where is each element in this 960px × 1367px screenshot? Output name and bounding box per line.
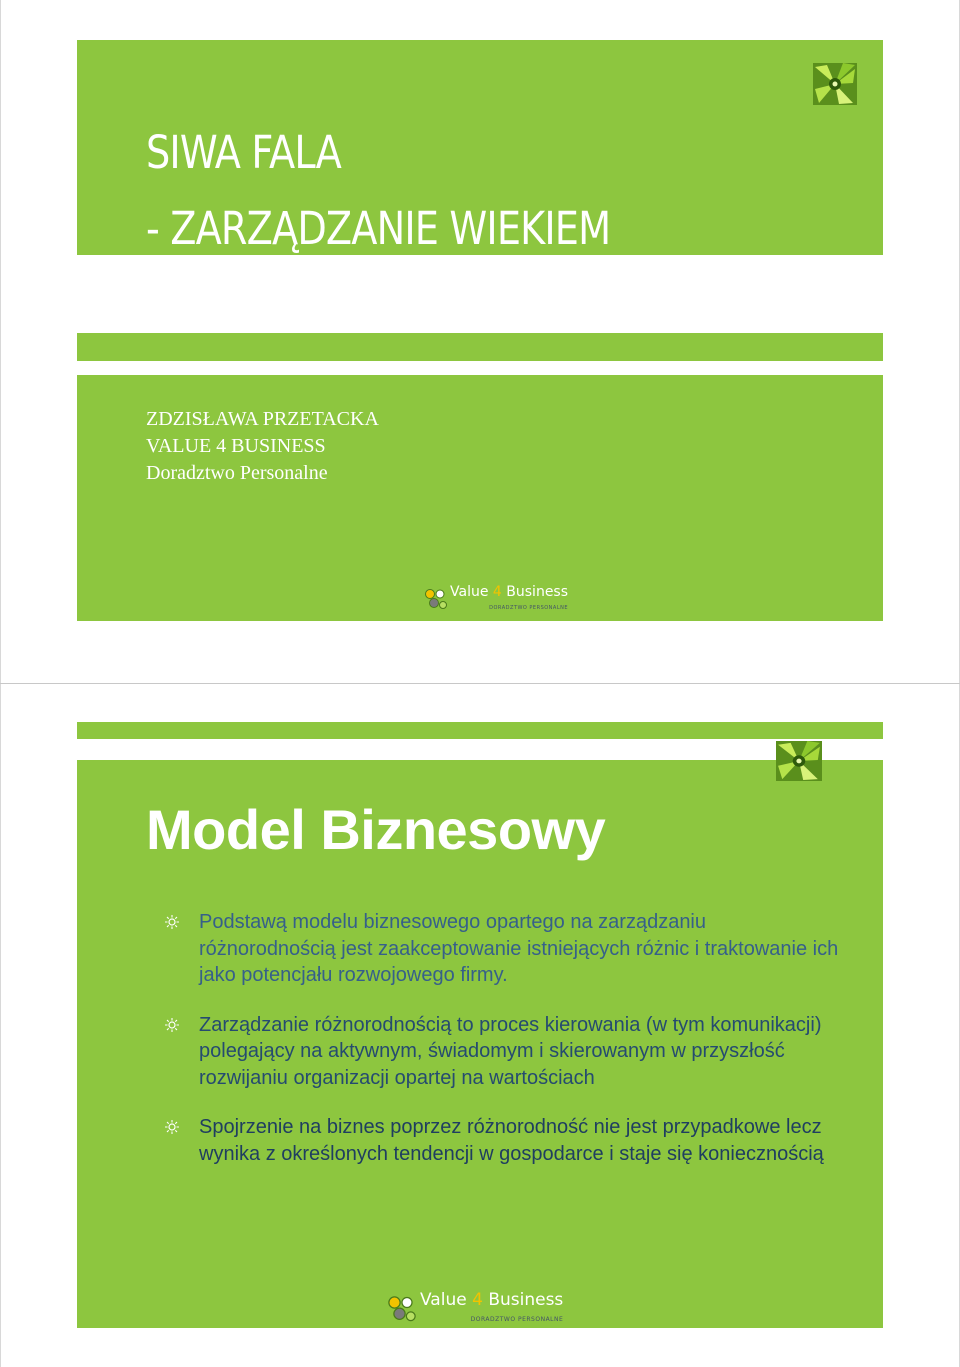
bullet-text: Podstawą modelu biznesowego opartego na zarządzaniu różnorodnością jest zaakceptowanie istniejących różnic i traktowanie ich jako potencjału rozwojowego firmy. — [199, 911, 839, 986]
logo-word-business: Business — [506, 584, 569, 600]
logo-number: 4 — [472, 1290, 483, 1310]
slide-1-logo — [424, 585, 568, 615]
logo-tagline: DORADZTWO PERSONALNE — [489, 605, 569, 611]
sun-bullet-icon — [165, 1120, 179, 1134]
bullet-text: Zarządzanie różnorodnością to proces kierowania (w tym komunikacji) polegający na aktywnym, świadomym i skierowanym w przyszłość rozwijaniu organizacji opartej na wartościach — [199, 1013, 822, 1089]
slide-2-logo — [387, 1292, 563, 1328]
slide-1-title — [146, 126, 611, 255]
bullet-item — [165, 1012, 845, 1092]
slide-1-title-line-2: - ZARZĄDZANIE WIEKIEM — [146, 202, 611, 255]
logo-number: 4 — [492, 584, 502, 600]
author-company: VALUE 4 BUSINESS — [146, 435, 326, 457]
page-divider — [0, 683, 960, 684]
bullet-text: Spojrzenie na biznes poprzez różnorodność nie jest przypadkowe lecz wynika z określonych tendencji w gospodarce i staje się koniecznością — [199, 1116, 824, 1165]
slide-2-title: Model Biznesowy — [146, 798, 606, 861]
green-flower-icon — [776, 741, 822, 781]
logo-word-value: Value — [420, 1290, 467, 1310]
slide-1-author-block — [146, 406, 379, 487]
green-flower-icon — [813, 63, 857, 105]
logo-tagline: DORADZTWO PERSONALNE — [470, 1316, 564, 1323]
bullet-item — [165, 1114, 845, 1167]
sun-bullet-icon — [165, 915, 179, 929]
sun-bullet-icon — [165, 1018, 179, 1032]
slide-1-title-line-1: SIWA FALA — [146, 126, 341, 179]
molecule-logo-icon — [387, 1295, 417, 1325]
slide-1-accent-bar — [77, 333, 883, 361]
logo-word-value: Value — [450, 584, 489, 600]
logo-word-business: Business — [488, 1290, 564, 1310]
slide-2-bullet-list — [165, 909, 845, 1167]
bullet-item — [165, 909, 845, 989]
molecule-logo-icon — [424, 588, 448, 612]
author-name: ZDZISŁAWA PRZETACKA — [146, 408, 379, 430]
author-department: Doradztwo Personalne — [146, 462, 328, 484]
slide-2-accent-bar — [77, 722, 883, 739]
